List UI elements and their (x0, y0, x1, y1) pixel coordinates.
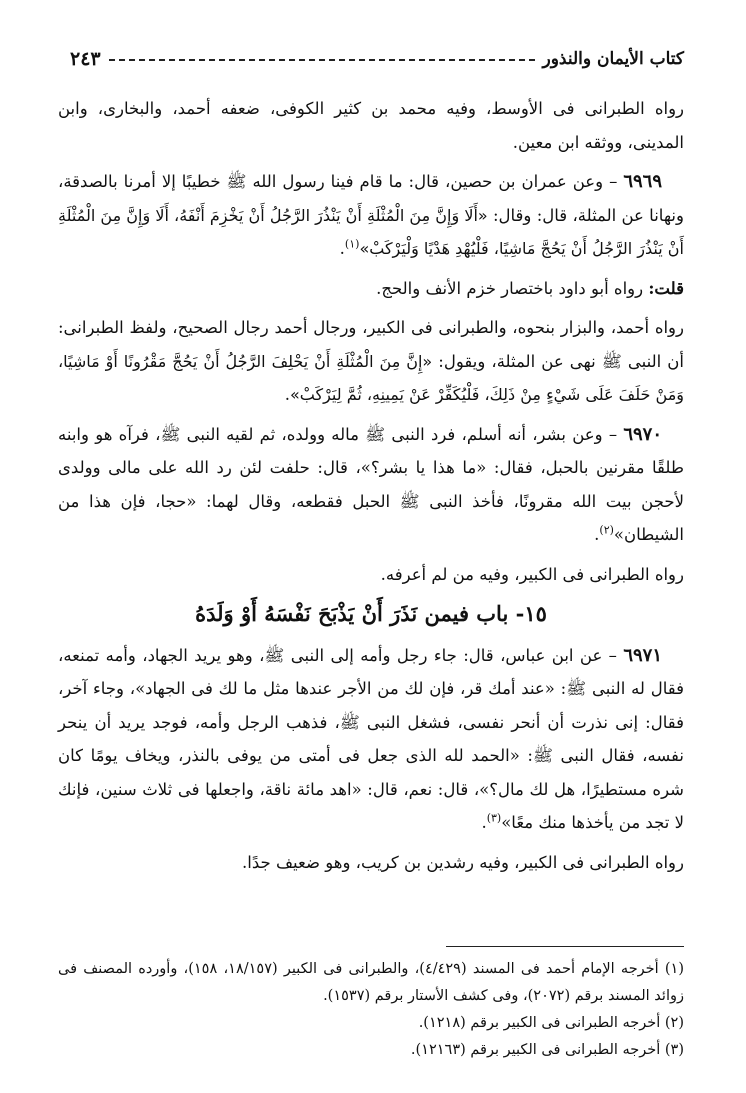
chapter-heading: ١٥- باب فيمن نَذَرَ أَنْ يَذْبَحَ نَفْسَهُ أَوْ وَلَدَهُ (195, 601, 547, 626)
paragraph-4-text: رواه أحمد، والبزار بنحوه، والطبرانى فى الكبير، ورجال أحمد رجال الصحيح، ولفظ الطبرانى: أن النبى ﷺ نهى عن المثلة، ويقول: (58, 318, 684, 371)
page-number: ٢٤٣ (70, 48, 101, 70)
qultu-text: رواه أبو داود باختصار خزم الأنف والحج. (376, 278, 649, 298)
hadith-text: – عن ابن عباس، قال: جاء رجل وأمه إلى النبى ﷺ، وهو يريد الجهاد، وأمه تمنعه، فقال له النبى ﷺ: «عند أمك قر، فإن لك من الأجر عندها مثل ما لك فى الجهاد»، وجاء آخر، فقال: إنى نذرت أن أنحر نفسى، فشغل النبى ﷺ، فذهب الرجل وأمه، فوجد يريد أن ينحر نفسه، فقال النبى ﷺ: «الحمد لله الذى جعل فى أمتى من يوفى بالنذر، ويخاف يومًا كان شره مستطيرًا، هل لك مال؟»، قال: نعم، قال: «اهد مائة ناقة، واجعلها فى ثلاث سنين، فإنك لا تجد من يأخذها منك معًا» (58, 645, 684, 832)
qultu-label: قلت: (648, 278, 684, 298)
footnote-3: (٣) أخرجه الطبرانى فى الكبير برقم (١٢١٦٣). (410, 1042, 684, 1058)
footnotes (58, 956, 684, 1064)
paragraph-8 (58, 846, 684, 880)
main-text (58, 92, 684, 885)
paragraph-4-quote: «إِنَّ مِنَ الْمُثْلَةِ أَنْ يَحْلِفَ الرَّجُلُ أَنْ يَحُجَّ مَقْرُونًا أَوْ مَاشِيًا، وَمَنْ حَلَفَ عَلَى شَيْءٍ مِنْ ذَلِكَ، فَلْيُكَفِّرْ عَنْ يَمِينِهِ، ثُمَّ لِيَرْكَبْ» (58, 351, 684, 404)
paragraph-1-text: رواه الطبرانى فى الأوسط، وفيه محمد بن كثير الكوفى، ضعفه أحمد، والبخارى، وابن المدينى، ووثقه ابن معين. (58, 99, 684, 152)
hadith-6970: ٦٩٧٠ – وعن بشر، أنه أسلم، فرد النبى ﷺ ماله وولده، ثم لقيه النبى ﷺ، فرآه هو وابنه طلقًا مقرنين بالحبل، فقال: «ما هذا يا بشر؟»، قال: حلفت لئن رد الله على مالى وولدى لأحجن بيت الله مقرونًا، فأخذ النبى ﷺ الحبل فقطعه، وقال لهما: «حجا، فإن هذا من الشيطان»$^{(٢)}$. (58, 423, 684, 544)
hadith-quote: «أَلَا وَإِنَّ مِنَ الْمُثْلَةِ أَنْ يَنْذُرَ الرَّجُلُ أَنْ يَخْزِمَ أَنْفَهُ، أَلَا وَإِنَّ مِنَ الْمُثْلَةِ أَنْ يَنْذُرَ الرَّجُلُ أَنْ يَحُجَّ مَاشِيًا، فَلْيُهْدِ هَدْيًا وَلْيَرْكَبْ» (58, 205, 684, 258)
hadith-6971: ٦٩٧١ – عن ابن عباس، قال: جاء رجل وأمه إلى النبى ﷺ، وهو يريد الجهاد، وأمه تمنعه، فقال له النبى ﷺ: «عند أمك قر، فإن لك من الأجر عندها مثل ما لك فى الجهاد»، وجاء آخر، فقال: إنى نذرت أن أنحر نفسى، فشغل النبى ﷺ، فذهب الرجل وأمه، فوجد يريد أن ينحر نفسه، فقال النبى ﷺ: «الحمد لله الذى جعل فى أمتى من يوفى بالنذر، ويخاف يومًا كان شره مستطيرًا، هل لك مال؟»، قال: نعم، قال: «اهد مائة ناقة، واجعلها فى ثلاث سنين، فإنك لا تجد من يأخذها منك معًا»$^{(٣)}$. (58, 644, 684, 832)
paragraph-qultu (58, 272, 684, 306)
paragraph-6-text: رواه الطبرانى فى الكبير، وفيه من لم أعرفه. (380, 564, 684, 584)
paragraph-6 (58, 558, 684, 592)
book-title: كتاب الأيمان والنذور (542, 49, 684, 69)
hadith-text: – وعن بشر، أنه أسلم، فرد النبى ﷺ ماله وولده، ثم لقيه النبى ﷺ، فرآه هو وابنه طلقًا مقرنين بالحبل، فقال: «ما هذا يا بشر؟»، قال: حلفت لئن رد الله على مالى وولدى لأحجن بيت الله مقرونًا، فأخذ النبى ﷺ الحبل فقطعه، وقال لهما: «حجا، فإن هذا من الشيطان» (58, 424, 684, 544)
running-header (70, 44, 684, 74)
hadith-text: – وعن عمران بن حصين، قال: ما قام فينا رسول الله ﷺ خطيبًا إلا أمرنا بالصدقة، ونهانا عن المثلة، قال: وقال: (58, 172, 684, 225)
paragraph-4: رواه أحمد، والبزار بنحوه، والطبرانى فى الكبير، ورجال أحمد رجال الصحيح، ولفظ الطبرانى: أن النبى ﷺ نهى عن المثلة، ويقول: «إِنَّ مِنَ الْمُثْلَةِ أَنْ يَحْلِفَ الرَّجُلُ أَنْ يَحُجَّ مَقْرُونًا أَوْ مَاشِيًا، وَمَنْ حَلَفَ عَلَى شَيْءٍ مِنْ ذَلِكَ، فَلْيُكَفِّرْ عَنْ يَمِينِهِ، ثُمَّ لِيَرْكَبْ». (58, 318, 684, 404)
hadith-number: ٦٩٧١ (623, 644, 662, 666)
paragraph-1 (58, 92, 684, 159)
footnote-1: (١) أخرجه الإمام أحمد فى المسند (٤/٤٢٩)، والطبرانى فى الكبير (١٨/١٥٧، ١٥٨)، وأورده المصنف فى زوائد المسند برقم (٢٠٧٢)، وفى كشف الأستار برقم (١٥٣٧). (58, 961, 684, 1004)
paragraph-8-text: رواه الطبرانى فى الكبير، وفيه رشدين بن كريب، وهو ضعيف جدًا. (242, 852, 684, 872)
footnote-ref-3[interactable]: (٣) (486, 811, 502, 825)
footnote-separator (446, 946, 684, 947)
footnote-2: (٢) أخرجه الطبرانى فى الكبير برقم (١٢١٨). (418, 1015, 684, 1031)
hadith-number: ٦٩٧٠ (623, 423, 662, 445)
footnote-ref-1[interactable]: (١) (344, 237, 360, 251)
hadith-6969: ٦٩٦٩ – وعن عمران بن حصين، قال: ما قام فينا رسول الله ﷺ خطيبًا إلا أمرنا بالصدقة، ونهانا عن المثلة، قال: وقال: «أَلَا وَإِنَّ مِنَ الْمُثْلَةِ أَنْ يَنْذُرَ الرَّجُلُ أَنْ يَخْزِمَ أَنْفَهُ، أَلَا وَإِنَّ مِنَ الْمُثْلَةِ أَنْ يَنْذُرَ الرَّجُلُ أَنْ يَحُجَّ مَاشِيًا، فَلْيُهْدِ هَدْيًا وَلْيَرْكَبْ»$^{(١)}$. (58, 171, 684, 258)
hadith-number: ٦٩٦٩ (623, 171, 662, 192)
footnote-ref-2[interactable]: (٢) (599, 523, 614, 537)
header-dashes (109, 59, 535, 61)
